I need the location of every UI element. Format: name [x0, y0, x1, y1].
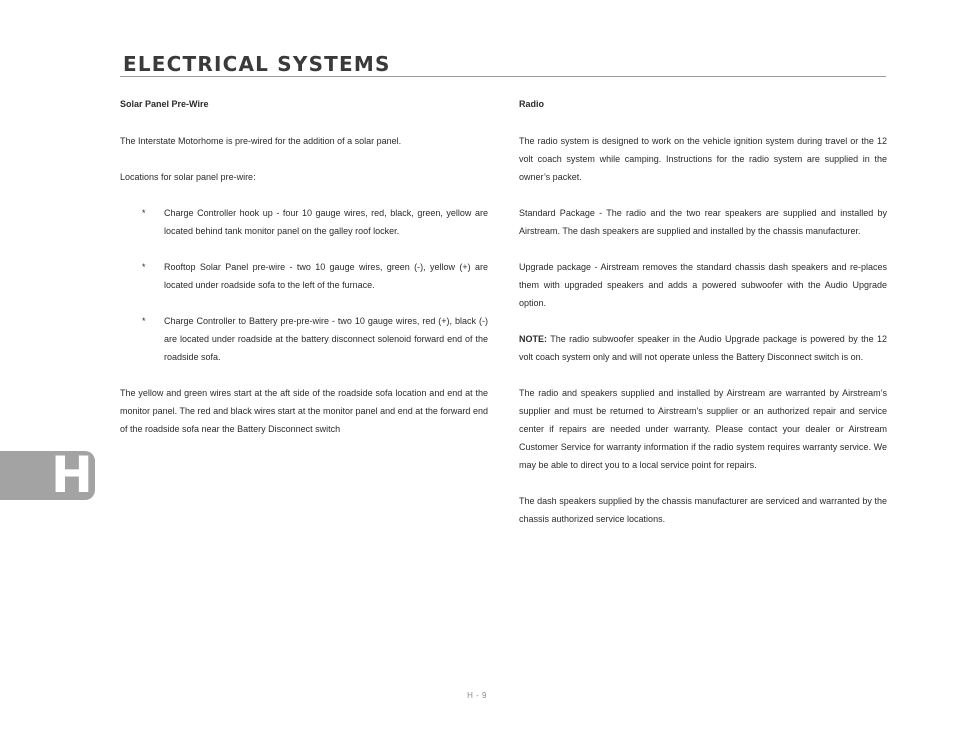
solar-panel-section — [120, 95, 488, 456]
note-text: The radio subwoofer speaker in the Audio Upgrade package is powered by the 12 volt coach system only and will not operate unless the Battery Disconnect switch is on. — [519, 334, 887, 362]
locations-label: Locations for solar panel pre-wire: — [120, 172, 256, 182]
list-item — [120, 312, 488, 366]
list-item — [120, 258, 488, 294]
bullet-marker: * — [142, 208, 146, 218]
solar-panel-heading: Solar Panel Pre-Wire — [120, 99, 209, 109]
standard-package-text: Standard Package - The radio and the two rear speakers are supplied and installed by Airstream. The dash speakers are supplied and installed by the chassis manufacturer. — [519, 208, 887, 236]
title-divider — [120, 76, 886, 77]
page-title: ELECTRICAL SYSTEMS — [123, 52, 391, 76]
radio-heading: Radio — [519, 99, 545, 109]
bullet-marker: * — [142, 316, 146, 326]
bullet-marker: * — [142, 262, 146, 272]
page-number: H - 9 — [467, 691, 487, 700]
note-label: NOTE: — [519, 334, 547, 344]
bullet-text: Rooftop Solar Panel pre-wire - two 10 gauge wires, green (-), yellow (+) are located under roadside sofa to the left of the furnace. — [164, 262, 488, 290]
section-tab — [0, 446, 95, 504]
radio-section — [519, 95, 887, 546]
section-tab-letter: H — [51, 446, 93, 504]
solar-intro-text: The Interstate Motorhome is pre-wired for the addition of a solar panel. — [120, 136, 402, 146]
dash-speakers-text: The dash speakers supplied by the chassis manufacturer are serviced and warranted by the chassis authorized service locations. — [519, 496, 887, 524]
upgrade-package-text: Upgrade package - Airstream removes the standard chassis dash speakers and re-places them with upgraded speakers and adds a powered subwoofer with the Audio Upgrade option. — [519, 262, 887, 308]
list-item — [120, 204, 488, 240]
wire-routing-text: The yellow and green wires start at the aft side of the roadside sofa location and end at the monitor panel. The red and black wires start at the monitor panel and end at the forward end of the roadside sofa near the Battery Disconnect switch — [120, 388, 488, 434]
bullet-text: Charge Controller hook up - four 10 gauge wires, red, black, green, yellow are located behind tank monitor panel on the galley roof locker. — [164, 208, 488, 236]
note-paragraph — [519, 330, 887, 366]
bullet-text: Charge Controller to Battery pre-pre-wire - two 10 gauge wires, red (+), black (-) are located under roadside at the battery disconnect solenoid forward end of the roadside sofa. — [164, 316, 488, 362]
warranty-text: The radio and speakers supplied and installed by Airstream are warranted by Airstream’s supplier and must be returned to Airstream’s supplier or an authorized repair and service center if repairs are needed under warranty. Please contact your dealer or Airstream Customer Service for warranty information if the radio system requires warranty service. We may be able to direct you to a local service point for repairs. — [519, 388, 887, 470]
radio-intro-text: The radio system is designed to work on the vehicle ignition system during travel or the 12 volt coach system while camping. Instructions for the radio system are supplied in the owner’s packet. — [519, 136, 887, 182]
